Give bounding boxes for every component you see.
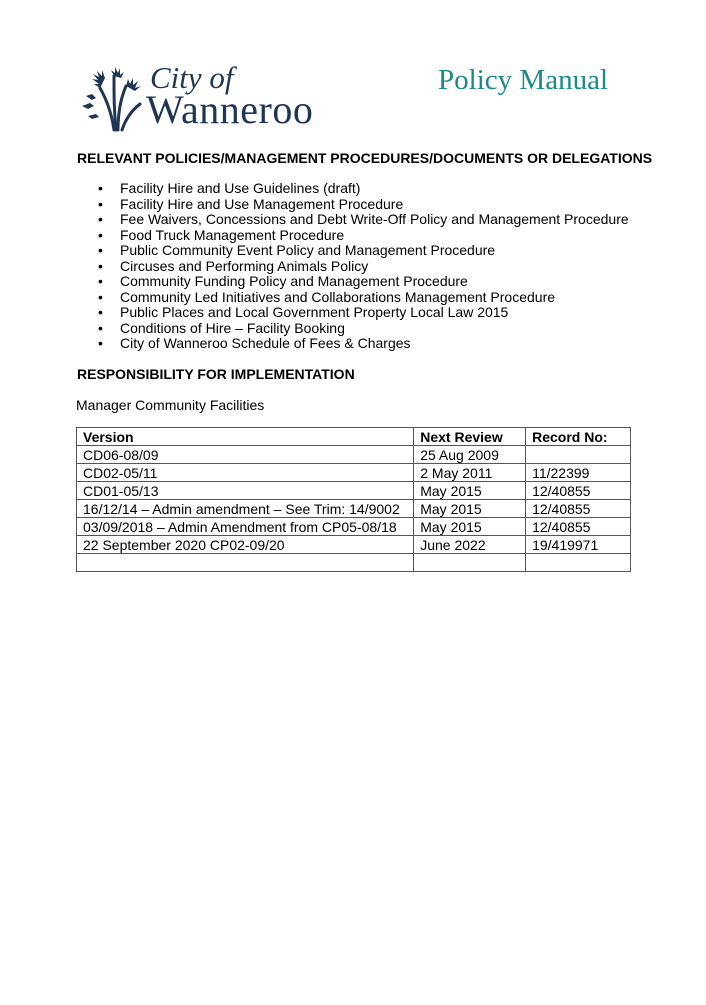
record-no-cell	[526, 554, 631, 572]
responsibility-heading: RESPONSIBILITY FOR IMPLEMENTATION	[77, 366, 355, 382]
logo-wanneroo-text: Wanneroo	[146, 87, 314, 132]
next-review-cell: May 2015	[414, 518, 526, 536]
list-item: • Conditions of Hire – Facility Booking	[98, 321, 629, 337]
list-item: • Public Community Event Policy and Management Procedure	[98, 243, 629, 259]
record-no-cell: 19/419971	[526, 536, 631, 554]
table-row	[77, 446, 631, 464]
column-header-version: Version	[77, 428, 414, 446]
list-item: • Food Truck Management Procedure	[98, 228, 629, 244]
next-review-cell: June 2022	[414, 536, 526, 554]
list-item: • Circuses and Performing Animals Policy	[98, 259, 629, 275]
record-no-cell	[526, 446, 631, 464]
list-item: • Facility Hire and Use Guidelines (draft)	[98, 181, 629, 197]
record-no-cell: 12/40855	[526, 482, 631, 500]
list-item: • Public Places and Local Government Property Local Law 2015	[98, 305, 629, 321]
version-cell: CD01-05/13	[77, 482, 414, 500]
column-header-next-review: Next Review	[414, 428, 526, 446]
column-header-record-no: Record No:	[526, 428, 631, 446]
version-cell	[77, 554, 414, 572]
kangaroo-paw-flower-icon	[78, 66, 144, 132]
logo-city-text: City of	[150, 60, 234, 95]
list-item: • City of Wanneroo Schedule of Fees & Charges	[98, 336, 629, 352]
record-no-cell: 12/40855	[526, 500, 631, 518]
version-history-table	[76, 427, 631, 572]
table-header-row	[77, 428, 631, 446]
relevant-policies-heading: RELEVANT POLICIES/MANAGEMENT PROCEDURES/DOCUMENTS OR DELEGATIONS	[77, 150, 653, 166]
next-review-cell: 2 May 2011	[414, 464, 526, 482]
list-item: • Community Funding Policy and Management Procedure	[98, 274, 629, 290]
record-no-cell: 12/40855	[526, 518, 631, 536]
policy-manual-title: Policy Manual	[438, 64, 608, 96]
table-row	[77, 536, 631, 554]
table-row	[77, 500, 631, 518]
table-row	[77, 482, 631, 500]
version-cell: 22 September 2020 CP02-09/20	[77, 536, 414, 554]
version-cell: 16/12/14 – Admin amendment – See Trim: 14/9002	[77, 500, 414, 518]
table-row	[77, 518, 631, 536]
next-review-cell: May 2015	[414, 500, 526, 518]
next-review-cell	[414, 554, 526, 572]
list-item: • Facility Hire and Use Management Procedure	[98, 197, 629, 213]
record-no-cell: 11/22399	[526, 464, 631, 482]
next-review-cell: May 2015	[414, 482, 526, 500]
table-row	[77, 464, 631, 482]
list-item: • Community Led Initiatives and Collaborations Management Procedure	[98, 290, 629, 306]
version-cell: 03/09/2018 – Admin Amendment from CP05-08/18	[77, 518, 414, 536]
table-row	[77, 554, 631, 572]
next-review-cell: 25 Aug 2009	[414, 446, 526, 464]
city-logo	[78, 62, 328, 134]
version-cell: CD06-08/09	[77, 446, 414, 464]
list-item: • Fee Waivers, Concessions and Debt Write-Off Policy and Management Procedure	[98, 212, 629, 228]
responsible-officer: Manager Community Facilities	[76, 397, 265, 413]
relevant-policies-list	[98, 181, 629, 352]
version-cell: CD02-05/11	[77, 464, 414, 482]
